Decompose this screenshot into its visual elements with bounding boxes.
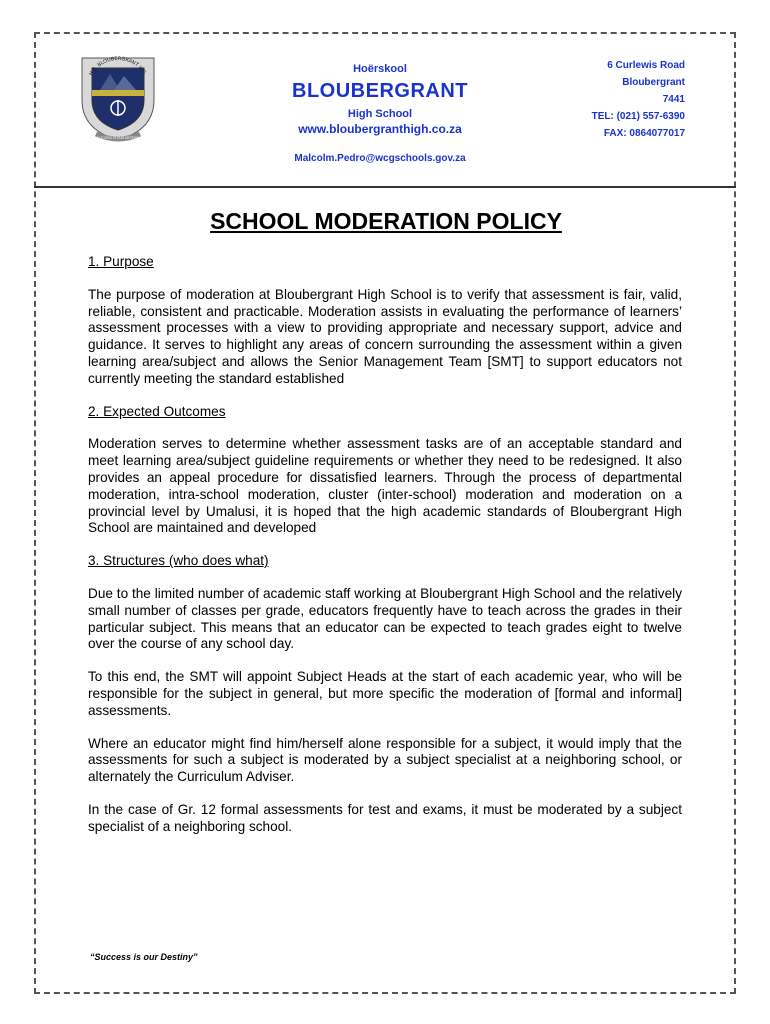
section-heading-expected-outcomes: 2. Expected Outcomes — [88, 403, 226, 419]
telephone: TEL: (021) 557-6390 — [591, 111, 685, 122]
school-crest-logo — [78, 50, 158, 142]
section-heading-structures: 3. Structures (who does what) — [88, 553, 269, 569]
structures-paragraph-4: In the case of Gr. 12 formal assessments for test and exams, it must be moderated by a subject specialist of a neighboring school. — [88, 801, 682, 834]
structures-paragraph-1: Due to the limited number of academic staff working at Bloubergrant High School and the relatively small number of classes per grade, educators frequently have to teach across the grades in their particular subject. This means that an educator can be expected to teach grades eight to twelve over the course of any school day. — [88, 585, 682, 652]
school-header — [255, 62, 505, 164]
crest-motto: SUCCESS IS OUR DESTINY — [97, 136, 139, 140]
contact-details — [560, 57, 685, 142]
fax: FAX: 0864077017 — [603, 128, 685, 139]
school-name-english: High School — [347, 108, 413, 120]
document-body — [88, 254, 682, 852]
address-suburb: Bloubergrant — [622, 77, 685, 88]
section-heading-purpose: 1. Purpose — [88, 254, 154, 269]
address-code: 7441 — [662, 94, 685, 105]
crest-ring-text: H.S. BLOUBERGRANT H.S. — [88, 55, 148, 77]
footer-motto: “Success is our Destiny” — [90, 952, 198, 962]
expected-outcomes-paragraph: Moderation serves to determine whether assessment tasks are of an acceptable standard and meet learning area/subject guideline requirements or whether they need to be redesigned. It also provides an appeal procedure for dissatisfied learners. Through the process of departmental moderation, intra-school moderation, cluster (inter-school) moderation and moderation on a provincial level by Umalusi, it is hoped that the high academic standards of Bloubergrant High School are maintained and developed — [88, 436, 682, 536]
school-name: BLOUBERGRANT — [292, 80, 468, 102]
structures-paragraph-3: Where an educator might find him/herself alone responsible for a subject, it would imply that the assessments for such a subject is moderated by a subject specialist at a neighboring school, or alternately the Curriculum Adviser. — [88, 735, 682, 785]
structures-paragraph-2: To this end, the SMT will appoint Subject Heads at the start of each academic year, who will be responsible for the subject in general, but more specific the moderation of [formal and informal] assessments. — [88, 669, 682, 718]
school-name-afrikaans: Hoërskool — [353, 63, 407, 75]
document-title: SCHOOL MODERATION POLICY — [210, 208, 562, 234]
school-email-link[interactable]: Malcolm.Pedro@wcgschools.gov.za — [294, 153, 466, 164]
address-street: 6 Curlewis Road — [607, 60, 685, 71]
header-divider — [34, 186, 736, 188]
purpose-paragraph: The purpose of moderation at Bloubergrant High School is to verify that assessment is fair, valid, reliable, consistent and practicable. Moderation assists in evaluating the performance of learners’ assessment processes with a view to providing appropriate and necessary support, advice and guidance. It serves to highlight any areas of concern surrounding the assessment within a given learning area/subject and allows the Senior Management Team [SMT] to support educators not currently meeting the standard established — [88, 286, 682, 386]
school-website-link[interactable]: www.bloubergranthigh.co.za — [298, 122, 462, 136]
